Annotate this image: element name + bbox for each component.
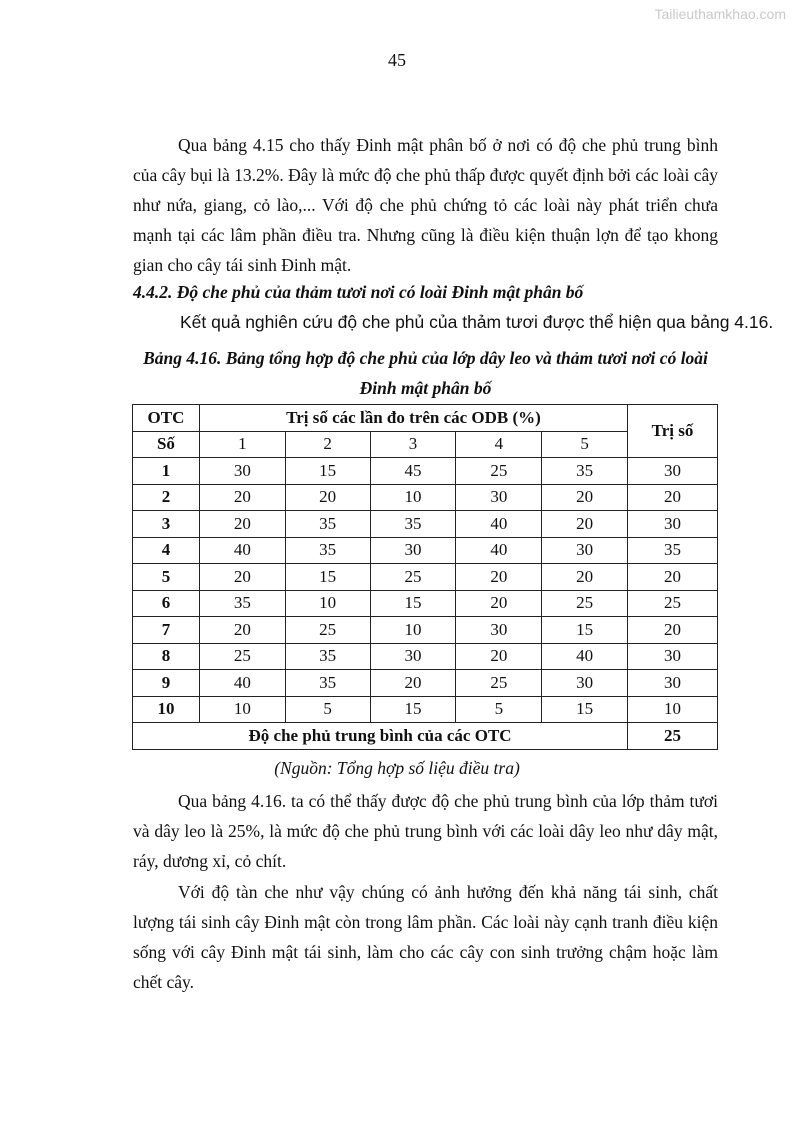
value-cell: 35	[285, 511, 370, 538]
value-cell: 15	[285, 564, 370, 591]
header-otc-line2: Số	[133, 431, 200, 458]
subheader-cell: 3	[370, 431, 456, 458]
intro-line: Kết quả nghiên cứu độ che phủ của thảm tươi được thể hiện qua bảng 4.16.	[180, 312, 774, 332]
footer-value: 25	[628, 723, 718, 750]
value-cell: 15	[542, 617, 628, 644]
value-cell: 35	[199, 590, 285, 617]
otc-cell: 1	[133, 458, 200, 485]
average-cell: 20	[628, 564, 718, 591]
otc-cell: 7	[133, 617, 200, 644]
otc-cell: 9	[133, 670, 200, 697]
page-number: 45	[388, 50, 406, 70]
coverage-table	[132, 404, 718, 750]
value-cell: 30	[370, 537, 456, 564]
section-heading: 4.4.2. Độ che phủ của thảm tươi nơi có loài Đinh mật phân bố	[133, 282, 584, 302]
value-cell: 25	[456, 670, 542, 697]
average-cell: 35	[628, 537, 718, 564]
watermark: Tailieuthamkhao.com	[654, 6, 786, 22]
value-cell: 30	[199, 458, 285, 485]
otc-cell: 3	[133, 511, 200, 538]
value-cell: 35	[542, 458, 628, 485]
paragraph-2	[133, 786, 718, 876]
value-cell: 30	[456, 617, 542, 644]
value-cell: 40	[456, 537, 542, 564]
value-cell: 30	[542, 670, 628, 697]
value-cell: 30	[456, 484, 542, 511]
value-cell: 25	[542, 590, 628, 617]
value-cell: 20	[542, 564, 628, 591]
otc-cell: 5	[133, 564, 200, 591]
otc-cell: 6	[133, 590, 200, 617]
value-cell: 10	[370, 484, 456, 511]
value-cell: 10	[370, 617, 456, 644]
otc-cell: 4	[133, 537, 200, 564]
average-cell: 30	[628, 643, 718, 670]
table-row	[133, 617, 718, 644]
value-cell: 20	[199, 484, 285, 511]
value-cell: 25	[370, 564, 456, 591]
value-cell: 40	[199, 670, 285, 697]
value-cell: 20	[285, 484, 370, 511]
otc-cell: 8	[133, 643, 200, 670]
value-cell: 20	[199, 511, 285, 538]
value-cell: 35	[285, 643, 370, 670]
average-cell: 30	[628, 670, 718, 697]
value-cell: 20	[456, 643, 542, 670]
value-cell: 25	[199, 643, 285, 670]
value-cell: 35	[285, 537, 370, 564]
value-cell: 40	[542, 643, 628, 670]
average-cell: 30	[628, 511, 718, 538]
table-row	[133, 458, 718, 485]
value-cell: 25	[456, 458, 542, 485]
value-cell: 15	[285, 458, 370, 485]
footer-label: Độ che phủ trung bình của các OTC	[133, 723, 628, 750]
value-cell: 20	[542, 484, 628, 511]
value-cell: 30	[370, 643, 456, 670]
average-cell: 30	[628, 458, 718, 485]
value-cell: 20	[199, 564, 285, 591]
subheader-cell: 4	[456, 431, 542, 458]
paragraph-2-text: Qua bảng 4.16. ta có thể thấy được độ che phủ trung bình của lớp thảm tươi và dây leo là 25%, là mức độ che phủ trung bình với các loài dây leo như dây mật, ráy, dương xỉ, cỏ chít.	[133, 791, 718, 871]
value-cell: 5	[456, 696, 542, 723]
subheader-cell: 5	[542, 431, 628, 458]
otc-cell: 2	[133, 484, 200, 511]
value-cell: 20	[456, 590, 542, 617]
header-otc-line1: OTC	[133, 405, 200, 432]
value-cell: 15	[370, 590, 456, 617]
value-cell: 20	[456, 564, 542, 591]
average-cell: 20	[628, 617, 718, 644]
value-cell: 15	[542, 696, 628, 723]
value-cell: 15	[370, 696, 456, 723]
average-cell: 10	[628, 696, 718, 723]
value-cell: 45	[370, 458, 456, 485]
average-cell: 25	[628, 590, 718, 617]
paragraph-1-text: Qua bảng 4.15 cho thấy Đinh mật phân bố ở nơi có độ che phủ trung bình của cây bụi là 13.2%. Đây là mức độ che phủ thấp được quyết định bởi các loài cây như nứa, giang, cỏ lào,... Với độ che phủ chứng tỏ các loài này phát triển chưa mạnh tại các lâm phần điều tra. Nhưng cũng là điều kiện thuận lợn để tạo khong gian cho cây tái sinh Đinh mật.	[133, 135, 718, 275]
value-cell: 10	[199, 696, 285, 723]
subheader-cell: 1	[199, 431, 285, 458]
value-cell: 30	[542, 537, 628, 564]
table-body	[133, 458, 718, 723]
otc-cell: 10	[133, 696, 200, 723]
value-cell: 10	[285, 590, 370, 617]
average-cell: 20	[628, 484, 718, 511]
table-row	[133, 590, 718, 617]
header-measurement-group: Trị số các lần đo trên các ODB (%)	[199, 405, 627, 432]
source-note: (Nguồn: Tổng hợp số liệu điều tra)	[274, 758, 520, 778]
table-row	[133, 511, 718, 538]
paragraph-1	[133, 130, 718, 280]
table-row	[133, 564, 718, 591]
value-cell: 20	[542, 511, 628, 538]
value-cell: 5	[285, 696, 370, 723]
table-row	[133, 643, 718, 670]
header-value: Trị số	[628, 405, 718, 458]
table-caption: Bảng 4.16. Bảng tổng hợp độ che phủ của lớp dây leo và thảm tươi nơi có loài Đinh mật phân bố	[143, 348, 708, 398]
value-cell: 20	[199, 617, 285, 644]
table-row	[133, 537, 718, 564]
value-cell: 25	[285, 617, 370, 644]
value-cell: 35	[370, 511, 456, 538]
value-cell: 40	[456, 511, 542, 538]
value-cell: 40	[199, 537, 285, 564]
value-cell: 20	[370, 670, 456, 697]
paragraph-3-text: Với độ tàn che như vậy chúng có ảnh hưởng đến khả năng tái sinh, chất lượng tái sinh cây Đinh mật còn trong lâm phần. Các loài này cạnh tranh điều kiện sống với cây Đinh mật tái sinh, làm cho các cây con sinh trưởng chậm hoặc làm chết cây.	[133, 882, 718, 992]
table-row	[133, 484, 718, 511]
value-cell: 35	[285, 670, 370, 697]
table-row	[133, 696, 718, 723]
paragraph-3	[133, 877, 718, 997]
table-row	[133, 670, 718, 697]
subheader-cell: 2	[285, 431, 370, 458]
